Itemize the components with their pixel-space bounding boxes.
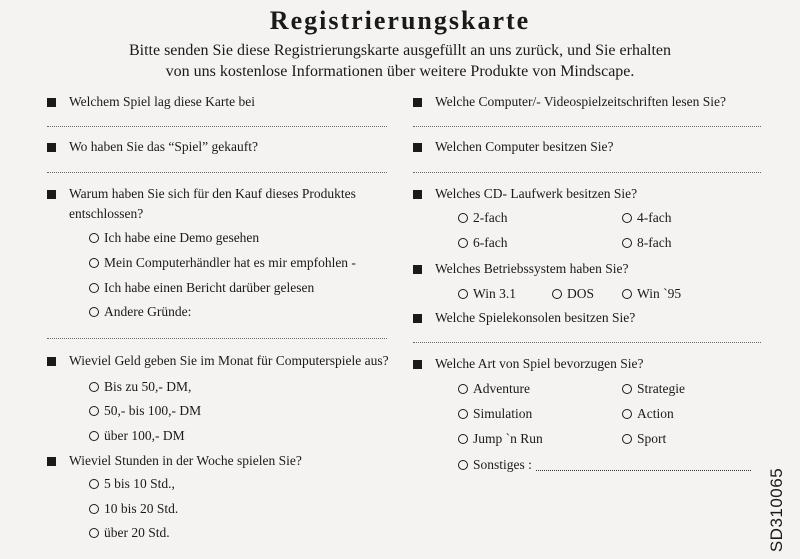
square-bullet-icon — [47, 457, 56, 466]
option-label: Adventure — [473, 381, 530, 396]
option-genre-strategy[interactable] — [622, 380, 685, 398]
option-label: Strategie — [637, 381, 685, 396]
square-bullet-icon — [47, 357, 56, 366]
checkbox-circle-icon[interactable] — [89, 382, 99, 392]
option-cd-2x[interactable] — [458, 209, 507, 227]
option-label: Action — [637, 406, 674, 421]
checkbox-circle-icon[interactable] — [89, 258, 99, 268]
option-label: 2-fach — [473, 210, 508, 225]
question-consoles — [413, 308, 763, 328]
option-label: Bis zu 50,- DM, — [104, 379, 192, 394]
option-hours-over-20[interactable] — [89, 524, 170, 542]
checkbox-circle-icon[interactable] — [622, 409, 632, 419]
option-label: Mein Computerhändler hat es mir empfohlen - — [104, 255, 356, 270]
option-dealer[interactable] — [89, 254, 356, 272]
answer-line-magazines[interactable] — [413, 126, 761, 127]
option-os-win95[interactable] — [622, 285, 681, 303]
serial-number-text: SD310065 — [767, 467, 786, 553]
option-label: 8-fach — [637, 235, 672, 250]
checkbox-circle-icon[interactable] — [458, 213, 468, 223]
question-game-genre — [413, 354, 763, 374]
question-label: Welches Betriebssystem haben Sie? — [435, 261, 629, 276]
option-os-dos[interactable] — [552, 285, 594, 303]
square-bullet-icon — [47, 143, 56, 152]
option-genre-other[interactable] — [458, 456, 751, 474]
checkbox-circle-icon[interactable] — [89, 504, 99, 514]
option-genre-sport[interactable] — [622, 430, 666, 448]
question-label-line-2: entschlossen? — [69, 206, 144, 221]
question-monthly-spend — [47, 351, 407, 371]
answer-line-consoles[interactable] — [413, 342, 761, 343]
question-weekly-hours — [47, 451, 387, 471]
checkbox-circle-icon[interactable] — [458, 409, 468, 419]
question-label: Wieviel Geld geben Sie im Monat für Computerspiele aus? — [69, 353, 389, 368]
checkbox-circle-icon[interactable] — [622, 384, 632, 394]
option-label: Sport — [637, 431, 667, 446]
intro-text — [0, 40, 800, 82]
square-bullet-icon — [413, 143, 422, 152]
option-label: über 20 Std. — [104, 525, 170, 540]
option-hours-5-10[interactable] — [89, 475, 175, 493]
card-title: Registrierungskarte — [269, 6, 531, 35]
question-label: Welche Computer/- Videospielzeitschriften lesen Sie? — [435, 94, 727, 109]
option-genre-simulation[interactable] — [458, 405, 532, 423]
option-cd-4x[interactable] — [622, 209, 671, 227]
option-label: 6-fach — [473, 235, 508, 250]
square-bullet-icon — [47, 190, 56, 199]
checkbox-circle-icon[interactable] — [458, 384, 468, 394]
answer-line-purchase-place[interactable] — [47, 172, 387, 173]
question-computer — [413, 137, 763, 157]
checkbox-circle-icon[interactable] — [458, 434, 468, 444]
option-label: 5 bis 10 Std., — [104, 476, 175, 491]
square-bullet-icon — [413, 314, 422, 323]
option-genre-jump-n-run[interactable] — [458, 430, 543, 448]
option-review[interactable] — [89, 279, 314, 297]
answer-line-other-reasons[interactable] — [47, 338, 387, 339]
question-game — [47, 92, 387, 112]
checkbox-circle-icon[interactable] — [552, 289, 562, 299]
square-bullet-icon — [47, 98, 56, 107]
option-label: über 100,- DM — [104, 428, 185, 443]
answer-line-game[interactable] — [47, 126, 387, 127]
question-label-line-1: Warum haben Sie sich für den Kauf dieses Produktes — [69, 186, 356, 201]
checkbox-circle-icon[interactable] — [458, 289, 468, 299]
option-other-reasons[interactable] — [89, 303, 191, 321]
option-hours-10-20[interactable] — [89, 500, 178, 518]
option-label: Jump `n Run — [473, 431, 543, 446]
option-genre-adventure[interactable] — [458, 380, 530, 398]
option-label: Ich habe eine Demo gesehen — [104, 230, 260, 245]
answer-line-computer[interactable] — [413, 172, 761, 173]
checkbox-circle-icon[interactable] — [622, 238, 632, 248]
checkbox-circle-icon[interactable] — [622, 289, 632, 299]
checkbox-circle-icon[interactable] — [89, 307, 99, 317]
answer-line-genre-other[interactable] — [536, 470, 751, 471]
checkbox-circle-icon[interactable] — [622, 213, 632, 223]
option-cd-8x[interactable] — [622, 234, 671, 252]
option-spend-upto-50[interactable] — [89, 378, 191, 396]
question-label: Welche Spielekonsolen besitzen Sie? — [435, 310, 636, 325]
question-label: Welchem Spiel lag diese Karte bei — [69, 94, 255, 109]
option-label: Ich habe einen Bericht darüber gelesen — [104, 280, 315, 295]
option-demo[interactable] — [89, 229, 259, 247]
question-label: Wo haben Sie das “Spiel” gekauft? — [69, 139, 258, 154]
option-label: 10 bis 20 Std. — [104, 501, 179, 516]
question-cd-drive — [413, 184, 763, 204]
intro-line-1: Bitte senden Sie diese Registrierungskarte ausgefüllt an uns zurück, und Sie erhalten — [128, 42, 672, 59]
option-label: DOS — [567, 286, 595, 301]
checkbox-circle-icon[interactable] — [458, 238, 468, 248]
option-genre-action[interactable] — [622, 405, 674, 423]
question-label: Wieviel Stunden in der Woche spielen Sie? — [69, 453, 302, 468]
question-purchase-reason — [47, 184, 387, 224]
checkbox-circle-icon[interactable] — [89, 479, 99, 489]
option-label: Simulation — [473, 406, 533, 421]
option-os-win31[interactable] — [458, 285, 516, 303]
option-label: Win `95 — [637, 286, 682, 301]
question-label: Welches CD- Laufwerk besitzen Sie? — [435, 186, 638, 201]
question-purchase-place — [47, 137, 387, 157]
option-cd-6x[interactable] — [458, 234, 507, 252]
option-label: Sonstiges : — [473, 457, 532, 472]
checkbox-circle-icon[interactable] — [89, 406, 99, 416]
square-bullet-icon — [413, 190, 422, 199]
option-label: 50,- bis 100,- DM — [104, 403, 202, 418]
question-magazines — [413, 92, 763, 112]
option-label: Andere Gründe: — [104, 304, 192, 319]
checkbox-circle-icon[interactable] — [458, 460, 468, 470]
checkbox-circle-icon[interactable] — [89, 283, 99, 293]
square-bullet-icon — [413, 360, 422, 369]
checkbox-circle-icon[interactable] — [89, 528, 99, 538]
checkbox-circle-icon[interactable] — [89, 431, 99, 441]
square-bullet-icon — [413, 98, 422, 107]
option-label: Win 3.1 — [473, 286, 516, 301]
intro-line-2: von uns kostenlose Informationen über weitere Produkte von Mindscape. — [165, 63, 635, 80]
checkbox-circle-icon[interactable] — [622, 434, 632, 444]
option-spend-50-100[interactable] — [89, 402, 201, 420]
square-bullet-icon — [413, 265, 422, 274]
question-label: Welche Art von Spiel bevorzugen Sie? — [435, 356, 644, 371]
option-label: 4-fach — [637, 210, 672, 225]
question-label: Welchen Computer besitzen Sie? — [435, 139, 614, 154]
option-spend-over-100[interactable] — [89, 427, 185, 445]
question-os — [413, 259, 763, 279]
checkbox-circle-icon[interactable] — [89, 233, 99, 243]
serial-number — [760, 467, 794, 553]
